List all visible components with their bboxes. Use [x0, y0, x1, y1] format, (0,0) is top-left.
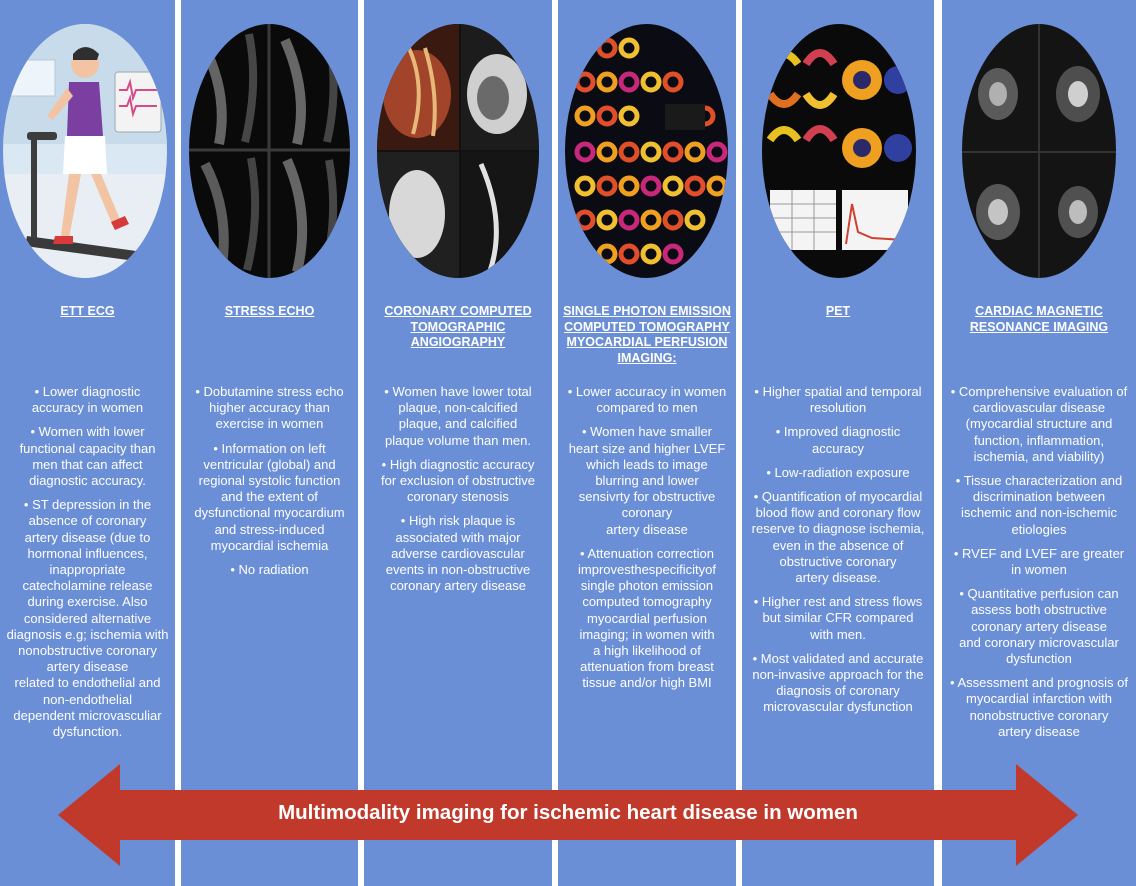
pet-perfusion-image [762, 24, 916, 278]
banner-text: Multimodality imaging for ischemic heart disease in women [278, 801, 858, 824]
bullet-item: • Dobutamine stress echo higher accuracy than exercise in women [195, 384, 344, 432]
bullet-item: • Information on left ventricular (global) and regional systolic function and the extent of dysfunctional myocardium and stress-induced myocardial ischemia [194, 440, 345, 553]
bullet-item: • Comprehensive evaluation of cardiovascular disease (myocardial structure and function, inflammation, ischemia, and viability) [950, 384, 1128, 464]
column-cmr [942, 0, 1136, 886]
column-ett-ecg [0, 0, 175, 886]
bullet-item: • Higher rest and stress flows but similar CFR compared with men. [753, 594, 923, 642]
column-title: CARDIAC MAGNETIC RESONANCE IMAGING [969, 304, 1109, 334]
column-ccta [364, 0, 552, 886]
bullet-item: • Quantification of myocardial blood flow and coronary flow reserve to diagnose ischemia, even in the absence of obstructive coronary artery disease. [751, 489, 925, 586]
bullet-item: • Tissue characterization and discrimination between ischemic and non-ischemic etiologies [955, 473, 1123, 537]
column-title: STRESS ECHO [224, 304, 315, 318]
bullet-list [558, 384, 736, 700]
bullet-item: • Women with lower functional capacity than men that can affect diagnostic accuracy. [19, 424, 156, 489]
bullet-item: • Women have smaller heart size and higher LVEF which leads to image blurring and lower sensivrty for obstructive coronary artery disease [568, 424, 726, 537]
bullet-list [942, 384, 1136, 748]
column-title: SINGLE PHOTON EMISSION COMPUTED TOMOGRAPHY MYOCARDIAL PERFUSION IMAGING: [563, 304, 731, 365]
bullet-list [742, 384, 934, 724]
coronary-ct-image [377, 24, 539, 278]
bullet-item: • Assessment and prognosis of myocardial infarction with nonobstructive coronary artery disease [950, 675, 1128, 739]
bullet-item: • Quantitative perfusion can assess both obstructive coronary artery disease and coronary microvascular dysfunction [959, 586, 1119, 667]
bullet-item: • Women have lower total plaque, non-calcified plaque, and calcified plaque volume than men. [384, 384, 532, 448]
bullet-item: • Low-radiation exposure [766, 464, 910, 480]
spect-perfusion-image [565, 24, 728, 278]
bullet-item: • Most validated and accurate non-invasive approach for the diagnosis of coronary microvascular dysfunction [752, 650, 924, 715]
bullet-item: • High risk plaque is associated with major adverse cardiovascular events in non-obstructive coronary artery disease [385, 513, 531, 594]
column-title: PET [825, 304, 851, 318]
column-title: CORONARY COMPUTED TOMOGRAPHIC ANGIOGRAPHY [384, 304, 532, 350]
column-spect [558, 0, 736, 886]
echocardiogram-image [189, 24, 350, 278]
column-title: ETT ECG [60, 304, 115, 318]
column-pet [742, 0, 934, 886]
bullet-item: • High diagnostic accuracy for exclusion of obstructive coronary stenosis [381, 456, 535, 505]
bullet-item: • No radiation [230, 562, 309, 578]
column-stress-echo [181, 0, 358, 886]
bullet-item: • RVEF and LVEF are greater in women [953, 545, 1125, 578]
bullet-item: • Lower diagnostic accuracy in women [31, 384, 144, 416]
bullet-item: • ST depression in the absence of coronary artery disease (due to hormonal influences, inappropriate catecholamine release during exercise. Also considered alternative diagnosis e.g; ischemia with nonobstructive coronary artery disease related to endothelial and non-endothelial dependent microvasculiar dysfunction. [6, 497, 169, 740]
bullet-item: • Higher spatial and temporal resolution [754, 384, 922, 416]
cardiac-mri-image [962, 24, 1116, 278]
bullet-list [364, 384, 552, 602]
bullet-list [0, 384, 175, 748]
treadmill-illustration-image [3, 24, 167, 278]
bullet-item: • Attenuation correction improvesthespecificityof single photon emission computed tomography myocardial perfusion imaging; in women with a high likelihood of attenuation from breast tissue and/or high BMI [578, 545, 716, 691]
bullet-list [181, 384, 358, 586]
bullet-item: • Lower accuracy in women compared to men [567, 384, 727, 416]
bullet-item: • Improved diagnostic accuracy [775, 424, 901, 456]
multimodality-banner [58, 764, 1078, 866]
